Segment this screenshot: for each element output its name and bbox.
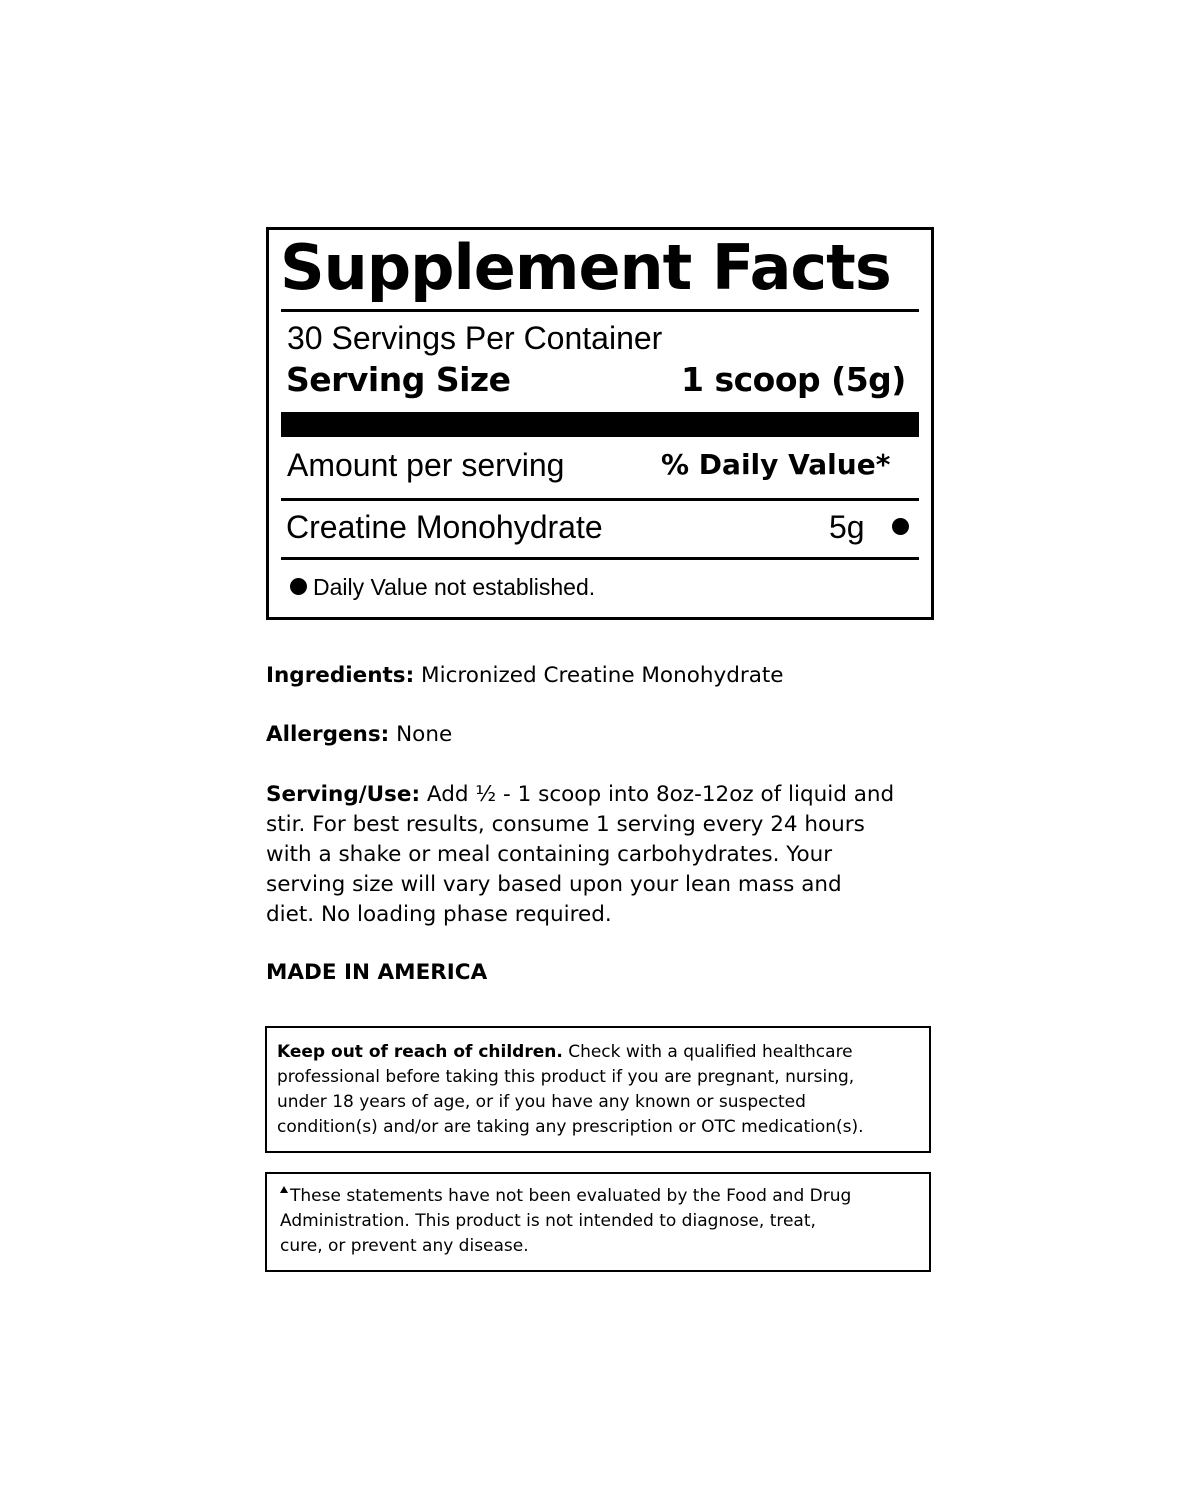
daily-value-label: % Daily Value* bbox=[661, 448, 891, 481]
supplement-facts-title: Supplement Facts bbox=[280, 231, 891, 304]
facts-divider bbox=[281, 557, 919, 560]
warning-line: under 18 years of age, or if you have any known or suspected bbox=[277, 1092, 806, 1112]
serving-size-value: 1 scoop (5g) bbox=[681, 360, 906, 399]
origin-statement: MADE IN AMERICA bbox=[266, 960, 488, 985]
serving-use-line: serving size will vary based upon your lean mass and bbox=[266, 872, 842, 897]
bullet-icon bbox=[290, 578, 307, 595]
facts-divider bbox=[281, 309, 919, 312]
disclaimer-text bbox=[280, 1184, 851, 1259]
serving-use-line: diet. No loading phase required. bbox=[266, 902, 612, 927]
warning-bold: Keep out of reach of children. bbox=[277, 1042, 563, 1062]
serving-use-line: with a shake or meal containing carbohydrates. Your bbox=[266, 842, 833, 867]
serving-use-line bbox=[266, 780, 930, 810]
warning-line: condition(s) and/or are taking any prescription or OTC medication(s). bbox=[277, 1117, 864, 1137]
servings-per-container: 30 Servings Per Container bbox=[287, 320, 663, 356]
ingredients-line bbox=[266, 661, 784, 691]
serving-use-line: stir. For best results, consume 1 serving every 24 hours bbox=[266, 812, 865, 837]
serving-size-label: Serving Size bbox=[286, 360, 511, 399]
ingredient-amount: 5g bbox=[829, 509, 865, 545]
ingredient-name: Creatine Monohydrate bbox=[286, 509, 603, 545]
allergens-label: Allergens: bbox=[266, 722, 390, 747]
warning-text bbox=[277, 1040, 864, 1140]
allergens-text: None bbox=[396, 722, 453, 747]
serving-use-paragraph bbox=[266, 780, 930, 930]
ingredients-label: Ingredients: bbox=[266, 663, 415, 688]
allergens-line bbox=[266, 720, 452, 750]
facts-divider bbox=[281, 498, 919, 501]
warning-line bbox=[277, 1040, 864, 1065]
disclaimer-line: Administration. This product is not intended to diagnose, treat, bbox=[280, 1211, 816, 1231]
disclaimer-line: cure, or prevent any disease. bbox=[280, 1236, 529, 1256]
serving-use-label: Serving/Use: bbox=[266, 782, 421, 807]
ingredients-text: Micronized Creatine Monohydrate bbox=[421, 663, 784, 688]
bullet-icon bbox=[892, 518, 909, 535]
warning-line: professional before taking this product if you are pregnant, nursing, bbox=[277, 1067, 855, 1087]
facts-thick-divider bbox=[281, 412, 919, 437]
disclaimer-line: These statements have not been evaluated by the Food and Drug bbox=[290, 1186, 852, 1206]
warning-line-text: Check with a qualified healthcare bbox=[568, 1042, 853, 1062]
serving-use-text: Add ½ - 1 scoop into 8oz-12oz of liquid and bbox=[426, 782, 895, 807]
amount-per-serving-label: Amount per serving bbox=[287, 447, 565, 483]
daily-value-footnote: Daily Value not established. bbox=[313, 574, 596, 600]
